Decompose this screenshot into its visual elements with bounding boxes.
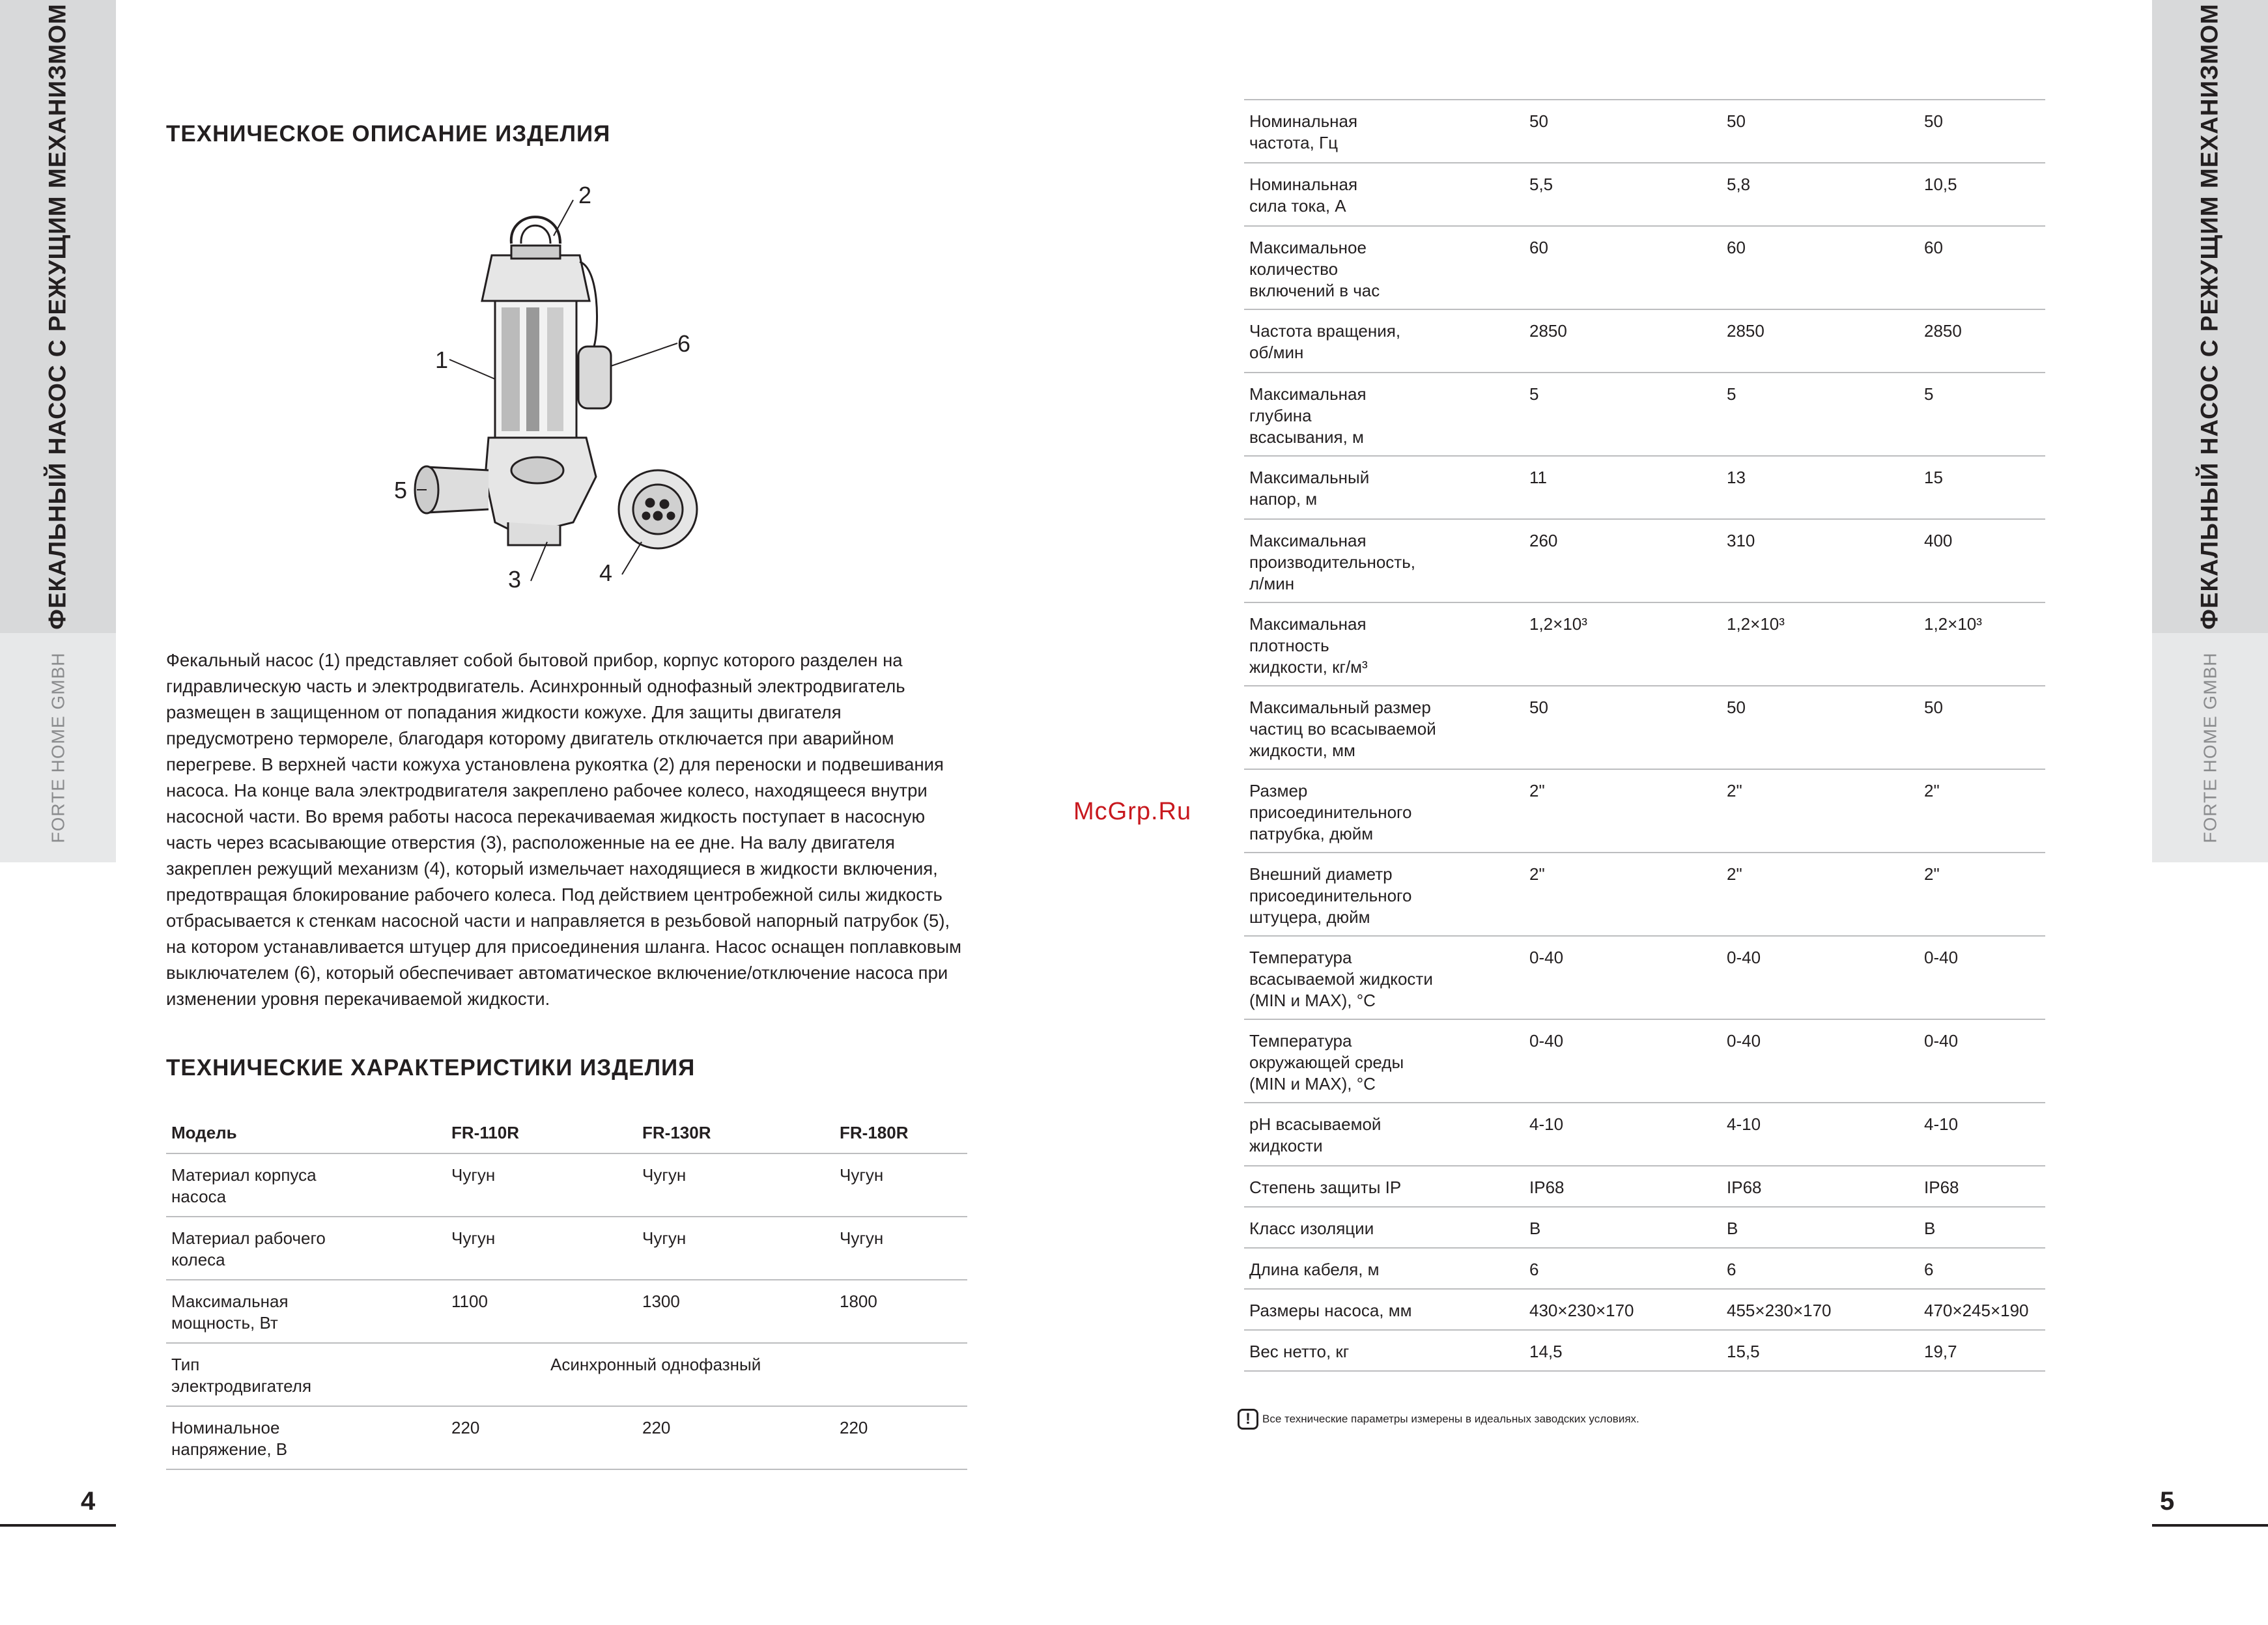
row-label-line: напор, м <box>1249 489 1318 509</box>
table-row <box>1244 853 2045 936</box>
row-label-line: окружающей среды <box>1249 1053 1404 1072</box>
row-label-line: электродвигателя <box>171 1376 312 1396</box>
callout-4: 4 <box>599 559 613 586</box>
table-cell <box>1244 1289 1524 1330</box>
table-cell: 2" <box>1722 853 1919 936</box>
exclamation-icon: ! <box>1238 1409 1258 1430</box>
row-label-line: pH всасываемой <box>1249 1114 1382 1134</box>
table-cell: 60 <box>1524 226 1722 309</box>
table-cell: 220 <box>637 1406 834 1469</box>
table-cell: 220 <box>834 1406 967 1469</box>
table-row <box>1244 1103 2045 1166</box>
row-label-line: Максимальный размер <box>1249 698 1431 717</box>
description-line: насосной части. Во время работы насоса перекачиваемая жидкость поступает в насосную <box>166 806 926 827</box>
description-line: насоса. На конце вала электродвигателя закреплено рабочее колесо, находящееся внутри <box>166 780 928 800</box>
row-label-line: колеса <box>171 1250 225 1269</box>
description-line: гидравлическую часть и электродвигатель. Асинхронный однофазный электродвигатель <box>166 676 905 696</box>
table-cell: 220 <box>446 1406 637 1469</box>
specs-heading: ТЕХНИЧЕСКИЕ ХАРАКТЕРИСТИКИ ИЗДЕЛИЯ <box>166 1055 696 1081</box>
table-cell: 4-10 <box>1919 1103 2045 1166</box>
table-cell: 0-40 <box>1919 1019 2045 1103</box>
pump-illustration <box>365 171 730 601</box>
table-cell: 6 <box>1919 1248 2045 1289</box>
table-row <box>1244 100 2045 163</box>
table-cell: 60 <box>1919 226 2045 309</box>
row-label-line: Размер <box>1249 781 1308 800</box>
description-line: отбрасывается к стенкам насосной части и направляется в резьбовой напорный патрубок (5), <box>166 911 950 931</box>
table-cell <box>1244 769 1524 853</box>
table-cell: Чугун <box>446 1217 637 1280</box>
table-cell: 14,5 <box>1524 1330 1722 1371</box>
row-label-line: производительность, <box>1249 552 1415 572</box>
table-cell: IP68 <box>1919 1166 2045 1207</box>
row-label-line: об/мин <box>1249 343 1304 362</box>
row-label-line: Температура <box>1249 948 1352 967</box>
table-cell: 50 <box>1524 100 1722 163</box>
table-cell: 0-40 <box>1524 1019 1722 1103</box>
footnote-text: Все технические параметры измерены в идеальных заводских условиях. <box>1262 1413 1639 1425</box>
row-label-line: Степень защиты IP <box>1249 1178 1402 1197</box>
page-number-rule <box>2152 1524 2268 1527</box>
table-cell: B <box>1722 1207 1919 1248</box>
table-cell <box>166 1406 446 1469</box>
table-row <box>1244 602 2045 686</box>
table-cell <box>166 1343 446 1406</box>
row-label-line: Номинальная <box>1249 111 1358 131</box>
row-label-line: Максимальная <box>1249 531 1367 550</box>
table-cell: 50 <box>1919 686 2045 769</box>
table-cell: 0-40 <box>1919 936 2045 1019</box>
table-cell: 1300 <box>637 1280 834 1343</box>
callout-1: 1 <box>435 346 449 373</box>
table-row <box>1244 519 2045 602</box>
row-label-line: (MIN и MAX), °C <box>1249 1074 1376 1094</box>
table-cell <box>1244 686 1524 769</box>
table-cell: 60 <box>1722 226 1919 309</box>
table-cell: 430×230×170 <box>1524 1289 1722 1330</box>
row-label-line: жидкости, кг/м³ <box>1249 657 1368 677</box>
table-cell: 455×230×170 <box>1722 1289 1919 1330</box>
table-row <box>1244 373 2045 456</box>
table-row <box>1244 1207 2045 1248</box>
description-line: Фекальный насос (1) представляет собой бытовой прибор, корпус которого разделен на <box>166 650 903 670</box>
specs-table-left <box>166 1116 967 1470</box>
row-label-line: количество <box>1249 259 1339 279</box>
row-label-line: Длина кабеля, м <box>1249 1260 1380 1279</box>
row-label-line: глубина <box>1249 406 1312 425</box>
page-number-left: 4 <box>81 1487 96 1516</box>
table-cell: 470×245×190 <box>1919 1289 2045 1330</box>
table-cell: 5,5 <box>1524 163 1722 226</box>
row-label-line: патрубка, дюйм <box>1249 824 1374 843</box>
table-cell: 2850 <box>1919 309 2045 373</box>
row-label-line: присоединительного <box>1249 886 1412 905</box>
table-header-cell: FR-180R <box>834 1116 967 1153</box>
description-line: перегреве. В верхней части кожуха установлена рукоятка (2) для переноски и подвешивания <box>166 754 944 774</box>
table-cell <box>166 1153 446 1217</box>
table-cell: Чугун <box>637 1153 834 1217</box>
row-label-line: напряжение, В <box>171 1439 288 1459</box>
table-cell: 10,5 <box>1919 163 2045 226</box>
table-cell: IP68 <box>1524 1166 1722 1207</box>
row-label-line: насоса <box>171 1187 227 1206</box>
row-label-line: (MIN и MAX), °C <box>1249 991 1376 1010</box>
table-cell: 50 <box>1524 686 1722 769</box>
table-cell: B <box>1919 1207 2045 1248</box>
table-row <box>1244 309 2045 373</box>
callout-6: 6 <box>677 330 691 357</box>
row-label-line: л/мин <box>1249 574 1295 593</box>
description-line: изменении уровня перекачиваемой жидкости. <box>166 989 550 1009</box>
table-cell <box>166 1217 446 1280</box>
table-cell: 4-10 <box>1722 1103 1919 1166</box>
description-line: на котором устанавливается штуцер для присоединения шланга. Насос оснащен поплавковым <box>166 937 962 957</box>
callout-5: 5 <box>394 477 408 503</box>
table-cell: 13 <box>1722 456 1919 519</box>
table-cell: 19,7 <box>1919 1330 2045 1371</box>
table-cell: Чугун <box>637 1217 834 1280</box>
table-cell: Чугун <box>834 1153 967 1217</box>
table-cell <box>1244 163 1524 226</box>
table-cell <box>1244 226 1524 309</box>
table-cell: B <box>1524 1207 1722 1248</box>
table-cell: 1,2×10³ <box>1919 602 2045 686</box>
row-label-line: Максимальный <box>1249 468 1370 487</box>
row-label-line: плотность <box>1249 636 1329 655</box>
table-row <box>166 1406 967 1469</box>
description-line: предотвращая блокирование рабочего колеса. Под действием центробежной силы жидкость <box>166 884 943 905</box>
row-label-line: Тип <box>171 1355 200 1374</box>
row-label-line: частота, Гц <box>1249 133 1339 152</box>
table-cell: Чугун <box>834 1217 967 1280</box>
table-cell: Чугун <box>446 1153 637 1217</box>
row-label-line: Частота вращения, <box>1249 321 1401 341</box>
row-label-line: Материал корпуса <box>171 1165 317 1185</box>
table-cell <box>166 1280 446 1343</box>
table-cell <box>1244 456 1524 519</box>
table-cell <box>1244 1166 1524 1207</box>
table-cell: 5,8 <box>1722 163 1919 226</box>
table-row <box>166 1217 967 1280</box>
table-row <box>1244 163 2045 226</box>
sidebar-title: ФЕКАЛЬНЫЙ НАСОС С РЕЖУЩИМ МЕХАНИЗМОМ <box>44 3 71 630</box>
table-cell: 400 <box>1919 519 2045 602</box>
table-header-cell: Модель <box>166 1116 446 1153</box>
description-line: часть через всасывающие отверстия (3), расположенные на ее дне. На валу двигателя <box>166 832 895 853</box>
sidebar-title: ФЕКАЛЬНЫЙ НАСОС С РЕЖУЩИМ МЕХАНИЗМОМ <box>2196 3 2223 630</box>
callout-3: 3 <box>508 566 522 593</box>
callout-2: 2 <box>578 182 592 208</box>
table-cell: 0-40 <box>1524 936 1722 1019</box>
row-label-line: присоединительного <box>1249 802 1412 822</box>
table-row <box>1244 1330 2045 1371</box>
description-line: закреплен режущий механизм (4), который измельчает находящиеся в жидкости включения, <box>166 858 938 879</box>
description-heading: ТЕХНИЧЕСКОЕ ОПИСАНИЕ ИЗДЕЛИЯ <box>166 121 611 147</box>
table-cell: 2850 <box>1722 309 1919 373</box>
table-row <box>1244 456 2045 519</box>
table-cell: 0-40 <box>1722 1019 1919 1103</box>
table-cell: 1,2×10³ <box>1722 602 1919 686</box>
table-cell: 5 <box>1524 373 1722 456</box>
table-row <box>1244 936 2045 1019</box>
table-cell: 1100 <box>446 1280 637 1343</box>
row-label-line: Материал рабочего <box>171 1228 326 1248</box>
row-label-line: включений в час <box>1249 281 1380 300</box>
watermark: McGrp.Ru <box>1073 798 1192 825</box>
table-row <box>1244 769 2045 853</box>
table-row <box>1244 1019 2045 1103</box>
row-label-line: всасывания, м <box>1249 427 1364 447</box>
table-row <box>1244 226 2045 309</box>
row-label-line: штуцера, дюйм <box>1249 907 1370 927</box>
table-cell: 0-40 <box>1722 936 1919 1019</box>
table-row <box>166 1153 967 1217</box>
table-cell: Асинхронный однофазный <box>446 1343 967 1406</box>
row-label-line: частиц во всасываемой <box>1249 719 1436 739</box>
table-row <box>1244 1248 2045 1289</box>
table-cell: 4-10 <box>1524 1103 1722 1166</box>
table-row <box>1244 1289 2045 1330</box>
description-line: размещен в защищенном от попадания жидкости кожухе. Для защиты двигателя <box>166 702 842 722</box>
row-label-line: Максимальная <box>1249 384 1367 404</box>
table-cell <box>1244 1330 1524 1371</box>
row-label-line: Максимальное <box>1249 238 1367 257</box>
specs-table-right <box>1244 99 2045 1372</box>
table-cell: 6 <box>1722 1248 1919 1289</box>
table-cell: 2" <box>1524 853 1722 936</box>
table-cell: 1800 <box>834 1280 967 1343</box>
table-cell <box>1244 309 1524 373</box>
row-label-line: сила тока, А <box>1249 196 1346 216</box>
description-text <box>166 647 1019 1012</box>
table-header-cell: FR-110R <box>446 1116 637 1153</box>
table-cell: 2" <box>1919 769 2045 853</box>
row-label-line: Внешний диаметр <box>1249 864 1393 884</box>
page-number-rule <box>0 1524 116 1527</box>
table-cell: 15,5 <box>1722 1330 1919 1371</box>
table-cell: 50 <box>1722 686 1919 769</box>
row-label-line: Размеры насоса, мм <box>1249 1301 1412 1320</box>
table-cell: 310 <box>1722 519 1919 602</box>
table-cell <box>1244 1103 1524 1166</box>
table-cell: 5 <box>1722 373 1919 456</box>
table-cell: 6 <box>1524 1248 1722 1289</box>
table-cell: 2" <box>1524 769 1722 853</box>
table-cell <box>1244 373 1524 456</box>
table-header-row <box>166 1116 967 1153</box>
table-cell: 1,2×10³ <box>1524 602 1722 686</box>
table-cell <box>1244 1019 1524 1103</box>
row-label-line: Максимальная <box>171 1292 289 1311</box>
table-cell: 11 <box>1524 456 1722 519</box>
row-label-line: Номинальное <box>171 1418 280 1437</box>
table-row <box>166 1343 967 1406</box>
table-cell: 2" <box>1919 853 2045 936</box>
table-cell: 2850 <box>1524 309 1722 373</box>
row-label-line: Максимальная <box>1249 614 1367 634</box>
row-label-line: Температура <box>1249 1031 1352 1051</box>
table-cell: 50 <box>1919 100 2045 163</box>
table-row <box>1244 686 2045 769</box>
sidebar-brand: FORTE HOME GMBH <box>48 652 68 843</box>
row-label-line: жидкости, мм <box>1249 741 1355 760</box>
table-cell <box>1244 602 1524 686</box>
table-cell <box>1244 100 1524 163</box>
table-cell: 15 <box>1919 456 2045 519</box>
table-cell <box>1244 1248 1524 1289</box>
description-line: предусмотрено термореле, благодаря которому двигатель отключается при аварийном <box>166 728 894 748</box>
row-label-line: Вес нетто, кг <box>1249 1342 1350 1361</box>
description-line: выключателем (6), который обеспечивает автоматическое включение/отключение насоса при <box>166 963 948 983</box>
row-label-line: Номинальная <box>1249 175 1358 194</box>
table-header-cell: FR-130R <box>637 1116 834 1153</box>
footnote <box>1238 1409 1639 1430</box>
row-label-line: Класс изоляции <box>1249 1219 1374 1238</box>
table-cell: 5 <box>1919 373 2045 456</box>
table-row <box>1244 1166 2045 1207</box>
table-cell <box>1244 853 1524 936</box>
row-label-line: жидкости <box>1249 1136 1323 1155</box>
page-number-right: 5 <box>2160 1487 2175 1516</box>
table-cell: 2" <box>1722 769 1919 853</box>
sidebar-brand: FORTE HOME GMBH <box>2200 652 2220 843</box>
row-label-line: мощность, Вт <box>171 1313 278 1333</box>
table-row <box>166 1280 967 1343</box>
table-cell: 260 <box>1524 519 1722 602</box>
table-cell <box>1244 1207 1524 1248</box>
row-label-line: всасываемой жидкости <box>1249 969 1433 989</box>
table-cell: IP68 <box>1722 1166 1919 1207</box>
table-cell <box>1244 519 1524 602</box>
table-cell: 50 <box>1722 100 1919 163</box>
table-cell <box>1244 936 1524 1019</box>
